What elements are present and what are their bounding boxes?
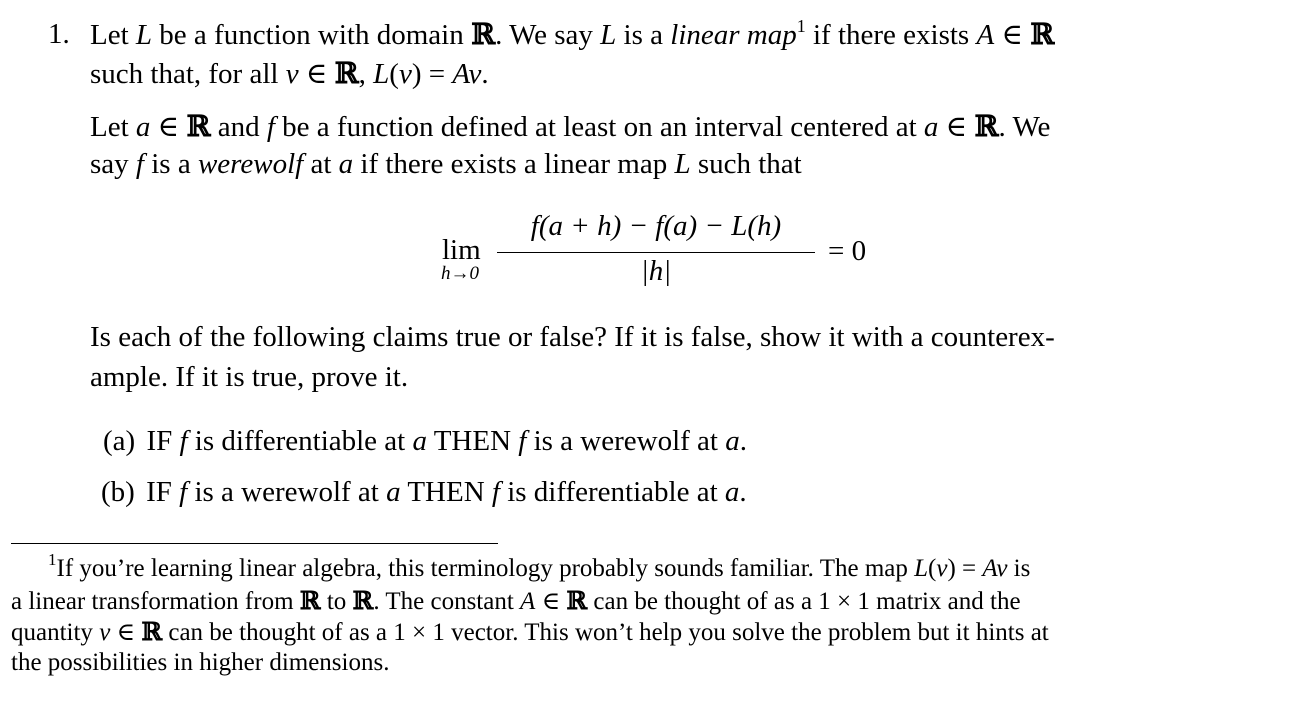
formula-rhs: = 0: [828, 235, 867, 267]
footnote-line-3: quantity v ∈ ℝ can be thought of as a 1 × 1 vector. This won’t help you solve the problem but it hints at: [11, 617, 1049, 646]
claim-label: (a): [103, 425, 136, 457]
problem-number: 1.: [48, 18, 70, 50]
footnote-rule: [11, 543, 498, 544]
question-line-1: Is each of the following claims true or false? If it is false, show it with a counterex-: [90, 321, 1055, 353]
footnote-reference: 1: [796, 16, 806, 36]
footnote-line-2: a linear transformation from ℝ to ℝ. The constant A ∈ ℝ can be thought of as a 1 × 1 matrix and the: [11, 586, 1021, 615]
fraction-denominator: |h|: [640, 255, 672, 287]
definition-line-2: such that, for all v ∈ ℝ, L(v) = Av.: [90, 56, 489, 90]
limit-operator: lim: [442, 234, 481, 266]
limit-subscript: h→0: [441, 263, 479, 284]
footnote-line-4: the possibilities in higher dimensions.: [11, 649, 390, 676]
werewolf-definition-line-1: Let a ∈ ℝ and f be a function defined at least on an interval centered at a ∈ ℝ. We: [90, 109, 1051, 143]
footnote-marker: 1: [48, 550, 57, 569]
claim-b: (b) IF f is a werewolf at a THEN f is differentiable at a.: [101, 476, 747, 508]
term-werewolf: werewolf: [197, 148, 304, 180]
claim-label: (b): [101, 476, 135, 508]
limit-fraction: [497, 212, 815, 286]
footnote-line-1: $^1$If you’re learning linear algebra, this terminology probably sounds familiar. The map L(v) = Av is: [48, 550, 1031, 582]
fraction-numerator: f(a + h) − f(a) − L(h): [530, 210, 782, 242]
claim-a: (a) IF f is differentiable at a THEN f is a werewolf at a.: [103, 425, 747, 457]
definition-line-1: Let L be a function with domain ℝ. We say L is a linear map$^1$ if there exists A ∈ ℝ: [90, 16, 1055, 51]
werewolf-definition-line-2: say f is a werewolf at a if there exists a linear map L such that: [90, 148, 802, 180]
question-line-2: ample. If it is true, prove it.: [90, 361, 409, 393]
term-linear-map: linear map: [670, 19, 797, 51]
